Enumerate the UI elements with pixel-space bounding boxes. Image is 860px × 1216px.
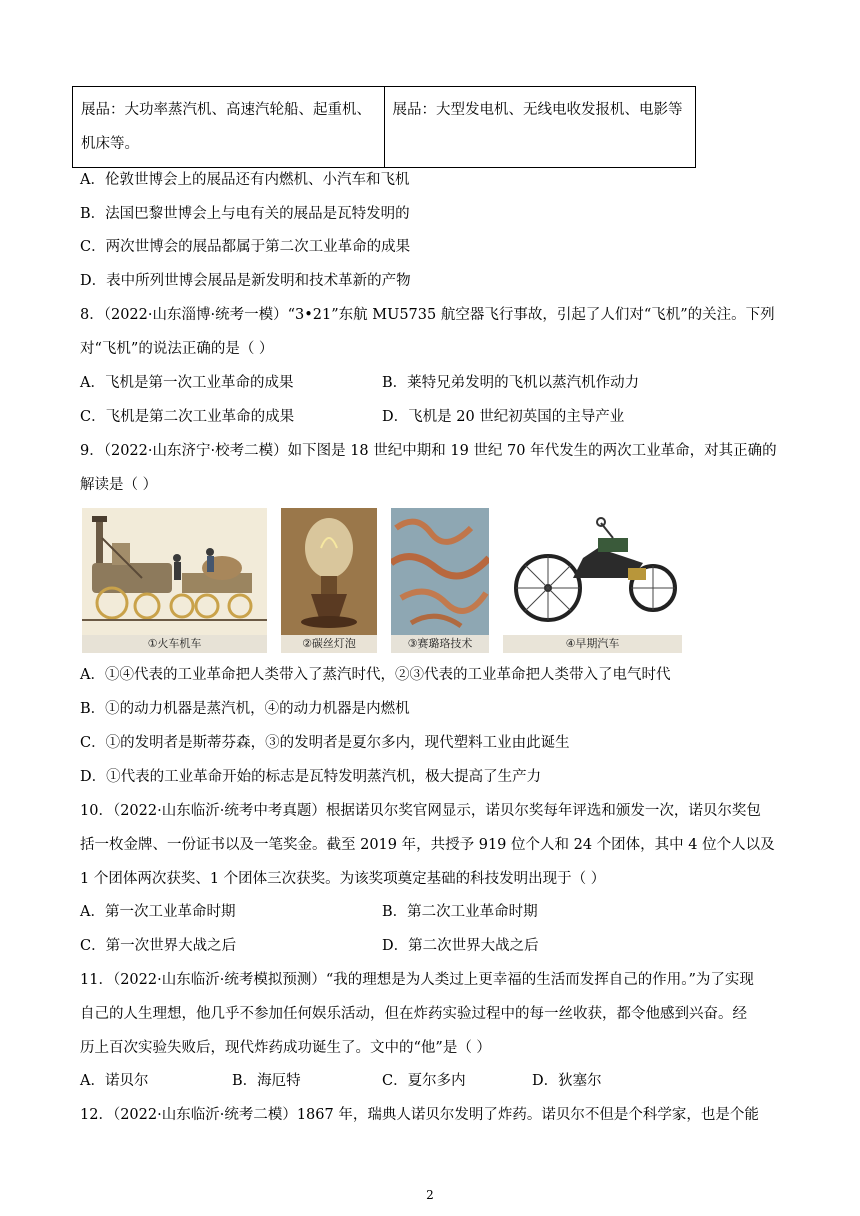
q7-option-d: D．表中所列世博会展品是新发明和技术革新的产物 — [80, 273, 411, 289]
q9-option-a: A．①④代表的工业革命把人类带入了蒸汽时代，②③代表的工业革命把人类带入了电气时代 — [80, 667, 671, 683]
caption-bulb: ②碳丝灯泡 — [281, 635, 377, 653]
q11-stem-line-3: 历上百次实验失败后，现代炸药成功诞生了。文中的“他”是（ ） — [80, 1040, 491, 1056]
exhibit-table — [72, 86, 696, 168]
q9-stem-line-1: 9．（2022·山东济宁·校考二模）如下图是 18 世纪中期和 19 世纪 70 年代发生的两次工业革命，对其正确的 — [80, 443, 777, 459]
q8-stem-line-1: 8．（2022·山东淄博·统考一模）“3•21”东航 MU5735 航空器飞行事故，引起了人们对“飞机”的关注。下列 — [80, 307, 775, 323]
exhibit-cell-paris: 展品：大型发电机、无线电收发报机、电影等 — [384, 87, 696, 168]
q10-option-c: C．第一次世界大战之后 — [80, 938, 237, 954]
q7-option-a: A．伦敦世博会上的展品还有内燃机、小汽车和飞机 — [80, 172, 410, 188]
q10-stem-line-3: 1 个团体两次获奖、1 个团体三次获奖。为该奖项奠定基础的科技发明出现于（ ） — [80, 871, 606, 887]
q8-option-a: A．飞机是第一次工业革命的成果 — [80, 375, 294, 391]
q11-stem-line-2: 自己的人生理想，他几乎不参加任何娱乐活动，但在炸药实验过程中的每一丝收获，都令他感到兴奋。经 — [80, 1006, 747, 1022]
q7-option-b: B．法国巴黎世博会上与电有关的展品是瓦特发明的 — [80, 206, 410, 222]
q10-stem-line-2: 括一枚金牌、一份证书以及一笔奖金。截至 2019 年，共授予 919 位个人和 24 个团体，其中 4 位个人以及 — [80, 837, 775, 853]
photo-celluloid — [391, 508, 489, 653]
q9-option-d: D．①代表的工业革命开始的标志是瓦特发明蒸汽机，极大提高了生产力 — [80, 769, 542, 785]
page-number: 2 — [426, 1188, 434, 1202]
locomotive-icon — [82, 508, 267, 635]
q11-stem-line-1: 11．（2022·山东临沂·统考模拟预测）“我的理想是为人类过上更幸福的生活而发挥自己的作用。”为了实现 — [80, 972, 754, 988]
photo-bulb — [281, 508, 377, 653]
q8-option-d: D．飞机是 20 世纪初英国的主导产业 — [382, 409, 625, 425]
celluloid-texture-icon — [391, 508, 489, 635]
early-car-icon — [503, 508, 682, 635]
q10-stem-line-1: 10．（2022·山东临沂·统考中考真题）根据诺贝尔奖官网显示，诺贝尔奖每年评选和颁发一次，诺贝尔奖包 — [80, 803, 761, 819]
exhibit-cell-london: 展品：大功率蒸汽机、高速汽轮船、起重机、机床等。 — [73, 87, 385, 168]
q8-option-b: B．莱特兄弟发明的飞机以蒸汽机作动力 — [382, 375, 640, 391]
q7-option-c: C．两次世博会的展品都属于第二次工业革命的成果 — [80, 239, 411, 255]
q10-option-d: D．第二次世界大战之后 — [382, 938, 539, 954]
q11-option-a: A．诺贝尔 — [80, 1073, 149, 1089]
q9-option-b: B．①的动力机器是蒸汽机，④的动力机器是内燃机 — [80, 701, 410, 717]
q11-option-d: D．狄塞尔 — [532, 1073, 602, 1089]
q9-stem-line-2: 解读是（ ） — [80, 477, 158, 493]
q10-option-b: B．第二次工业革命时期 — [382, 904, 538, 920]
caption-early-car: ④早期汽车 — [503, 635, 682, 653]
q11-option-b: B．海厄特 — [232, 1073, 301, 1089]
q9-figure — [82, 508, 682, 653]
q8-option-c: C．飞机是第二次工业革命的成果 — [80, 409, 295, 425]
caption-locomotive: ①火车机车 — [82, 635, 267, 653]
photo-early-car — [503, 508, 682, 653]
q10-option-a: A．第一次工业革命时期 — [80, 904, 236, 920]
q8-stem-line-2: 对“飞机”的说法正确的是（ ） — [80, 341, 274, 357]
caption-celluloid: ③赛璐珞技术 — [391, 635, 489, 653]
q9-option-c: C．①的发明者是斯蒂芬森，③的发明者是夏尔多内，现代塑料工业由此诞生 — [80, 735, 570, 751]
light-bulb-icon — [281, 508, 377, 635]
q11-option-c: C．夏尔多内 — [382, 1073, 466, 1089]
photo-locomotive — [82, 508, 267, 653]
q12-stem-line-1: 12．（2022·山东临沂·统考二模）1867 年，瑞典人诺贝尔发明了炸药。诺贝尔不但是个科学家，也是个能 — [80, 1107, 759, 1123]
